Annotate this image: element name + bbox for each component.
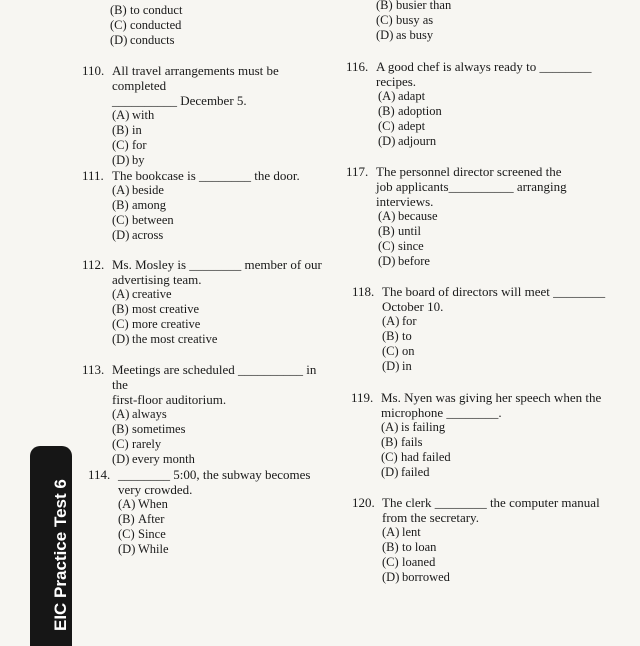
option (378, 119, 592, 134)
option (110, 33, 182, 48)
question-stem: ________ 5:00, the subway becomes very crowded. (118, 467, 311, 497)
question-113 (82, 362, 332, 467)
option (376, 13, 451, 28)
option-text: most creative (132, 302, 199, 316)
option-text: borrowed (402, 570, 450, 584)
option-letter: (C) (112, 213, 129, 227)
option-letter: (D) (112, 332, 130, 346)
option-letter: (C) (378, 239, 395, 253)
option-text: had failed (401, 450, 451, 464)
option-text: beside (132, 183, 164, 197)
question-number: 119. (351, 390, 374, 405)
option-letter: (C) (382, 555, 399, 569)
option-letter: (D) (381, 465, 399, 479)
option-letter: (A) (112, 108, 130, 122)
option-text: the most creative (132, 332, 218, 346)
option-text: adjourn (398, 134, 437, 148)
option (382, 555, 600, 570)
option-letter: (C) (118, 527, 135, 541)
option-text: busier than (396, 0, 452, 12)
option-text: by (132, 153, 145, 167)
option-letter: (B) (112, 422, 129, 436)
option-text: since (398, 239, 424, 253)
option-text: in (402, 359, 412, 373)
question-stem: Ms. Nyen was giving her speech when the microphone ________. (381, 390, 602, 420)
option-text: creative (132, 287, 172, 301)
option-letter: (C) (381, 450, 398, 464)
question-stem: The personnel director screened the job applicants__________ arranging interviews. (376, 164, 567, 209)
question-110 (82, 63, 332, 168)
option (118, 497, 310, 512)
option (378, 239, 567, 254)
option-text: between (132, 213, 174, 227)
option-text: busy as (396, 13, 434, 27)
option-letter: (B) (112, 198, 129, 212)
option (112, 213, 300, 228)
option-text: to (402, 329, 412, 343)
question-114 (88, 467, 310, 557)
question-number: 120. (352, 495, 375, 510)
option-letter: (B) (378, 224, 395, 238)
option-text: until (398, 224, 421, 238)
option-letter: (D) (112, 228, 130, 242)
option-text: with (132, 108, 155, 122)
option (381, 435, 601, 450)
option (112, 108, 332, 123)
option (376, 0, 451, 13)
question-116 (346, 59, 592, 149)
option-text: After (138, 512, 165, 526)
option (382, 359, 605, 374)
option (112, 302, 322, 317)
option-letter: (D) (118, 542, 136, 556)
option-text: adept (398, 119, 426, 133)
option-text: Since (138, 527, 166, 541)
option (382, 329, 605, 344)
option-letter: (A) (112, 183, 130, 197)
option-letter: (C) (382, 344, 399, 358)
option-text: before (398, 254, 430, 268)
option-text: conducts (130, 33, 175, 47)
option-text: When (138, 497, 168, 511)
option-letter: (A) (378, 209, 396, 223)
option (112, 287, 322, 302)
question-number: 113. (82, 362, 105, 377)
option-text: on (402, 344, 415, 358)
option-letter: (C) (112, 317, 129, 331)
option-letter: (B) (112, 123, 129, 137)
question-stem: A good chef is always ready to ________ recipes. (376, 59, 592, 89)
option-text: loaned (402, 555, 436, 569)
option (112, 407, 332, 422)
option-letter: (C) (112, 437, 129, 451)
option (378, 224, 567, 239)
option-letter: (A) (381, 420, 399, 434)
question-118 (352, 284, 605, 374)
question-number: 111. (82, 168, 104, 183)
side-tab-label: EIC Practice Test 6 (51, 479, 70, 631)
option-text: more creative (132, 317, 201, 331)
question-number: 116. (346, 59, 369, 74)
option-letter: (B) (382, 540, 399, 554)
option (112, 183, 300, 198)
option (378, 104, 592, 119)
option (382, 314, 605, 329)
option-text: across (132, 228, 164, 242)
option-text: as busy (396, 28, 434, 42)
option-letter: (D) (378, 134, 396, 148)
option-letter: (B) (382, 329, 399, 343)
option-text: adoption (398, 104, 442, 118)
option (112, 437, 332, 452)
question-stem: All travel arrangements must be completed __________ December 5. (112, 63, 279, 108)
question-number: 114. (88, 467, 111, 482)
option (381, 450, 601, 465)
option-text: failed (401, 465, 430, 479)
option (112, 317, 322, 332)
question-120 (352, 495, 600, 585)
option-text: to conduct (130, 3, 183, 17)
option-letter: (C) (378, 119, 395, 133)
option (112, 198, 300, 213)
q115-options-fragment (376, 0, 451, 43)
question-119 (351, 390, 601, 480)
option-letter: (D) (110, 33, 128, 47)
question-112 (82, 257, 322, 347)
option (118, 512, 310, 527)
question-stem: The clerk ________ the computer manual from the secretary. (382, 495, 600, 525)
option (378, 254, 567, 269)
section-side-tab (30, 446, 72, 646)
option (110, 18, 182, 33)
option-text: While (138, 542, 169, 556)
q109-options-fragment (110, 3, 182, 48)
option-letter: (B) (112, 302, 129, 316)
option-letter: (A) (378, 89, 396, 103)
option-letter: (A) (118, 497, 136, 511)
option-letter: (B) (118, 512, 135, 526)
option (378, 134, 592, 149)
question-stem: The bookcase is ________ the door. (112, 168, 300, 183)
question-number: 112. (82, 257, 105, 272)
option-text: to loan (402, 540, 437, 554)
option-letter: (D) (376, 28, 394, 42)
option-text: in (132, 123, 142, 137)
option-text: always (132, 407, 167, 421)
option (382, 344, 605, 359)
option-letter: (A) (382, 525, 400, 539)
option (112, 332, 322, 347)
option-text: rarely (132, 437, 162, 451)
option (376, 28, 451, 43)
option-text: lent (402, 525, 421, 539)
option (118, 527, 310, 542)
option (378, 209, 567, 224)
option-text: conducted (130, 18, 182, 32)
option (118, 542, 310, 557)
option (382, 570, 600, 585)
option-letter: (B) (381, 435, 398, 449)
option-text: for (402, 314, 417, 328)
option (112, 422, 332, 437)
question-number: 118. (352, 284, 375, 299)
option (112, 153, 332, 168)
option-letter: (D) (112, 153, 130, 167)
option-letter: (C) (376, 13, 393, 27)
option-letter: (D) (382, 359, 400, 373)
option-letter: (B) (376, 0, 393, 12)
option-letter: (C) (110, 18, 127, 32)
question-117 (346, 164, 567, 269)
option (112, 138, 332, 153)
option-text: for (132, 138, 147, 152)
option-text: fails (401, 435, 423, 449)
option (112, 228, 300, 243)
option-text: because (398, 209, 438, 223)
option-text: is failing (401, 420, 446, 434)
option-letter: (C) (112, 138, 129, 152)
option (382, 540, 600, 555)
option-letter: (A) (112, 407, 130, 421)
question-number: 117. (346, 164, 369, 179)
option (382, 525, 600, 540)
question-stem: Ms. Mosley is ________ member of our advertising team. (112, 257, 322, 287)
option (112, 123, 332, 138)
option (112, 452, 332, 467)
option-letter: (D) (112, 452, 130, 466)
option-letter: (D) (378, 254, 396, 268)
option-letter: (A) (112, 287, 130, 301)
option-letter: (A) (382, 314, 400, 328)
option-letter: (D) (382, 570, 400, 584)
question-number: 110. (82, 63, 105, 78)
option (110, 3, 182, 18)
question-111 (82, 168, 300, 243)
option-letter: (B) (110, 3, 127, 17)
option-text: adapt (398, 89, 426, 103)
option-letter: (B) (378, 104, 395, 118)
question-stem: Meetings are scheduled __________ in the first-floor auditorium. (112, 362, 317, 407)
option-text: every month (132, 452, 195, 466)
option (381, 420, 601, 435)
option-text: sometimes (132, 422, 186, 436)
option (378, 89, 592, 104)
option-text: among (132, 198, 167, 212)
option (381, 465, 601, 480)
question-stem: The board of directors will meet ________ October 10. (382, 284, 606, 314)
